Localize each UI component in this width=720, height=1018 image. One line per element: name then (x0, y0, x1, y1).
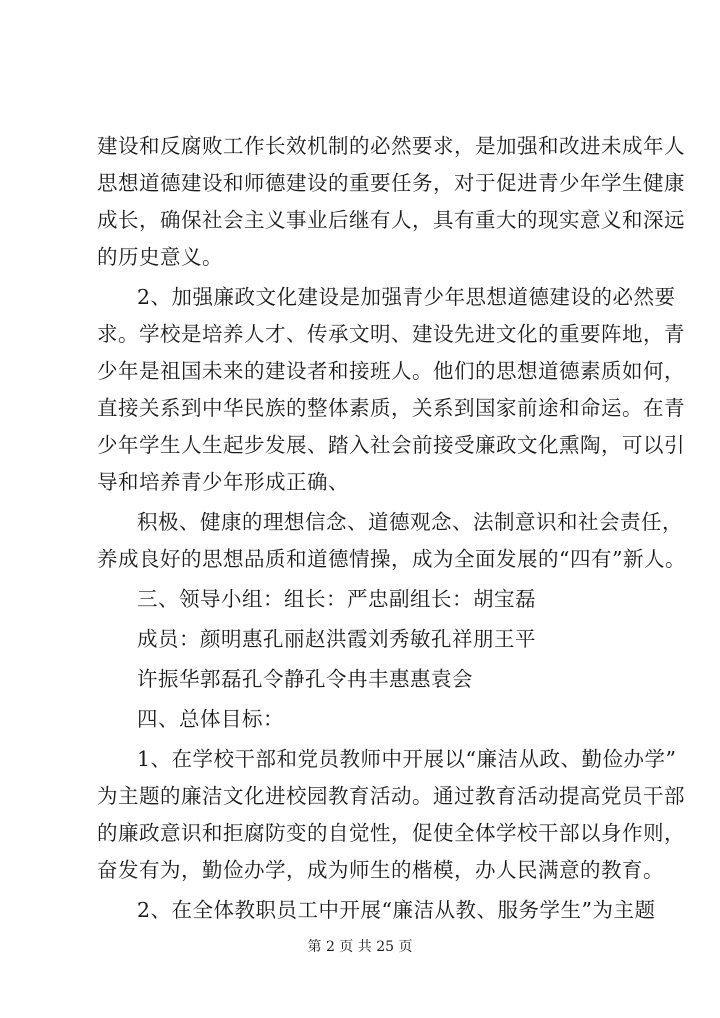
section-heading-goals: 四、总体目标： (137, 707, 284, 731)
paragraph-line: 积极、健康的理想信念、道德观念、法制意识和社会责任， (137, 510, 683, 534)
paragraph-line: 1、在学校干部和党员教师中开展以“廉洁从政、勤俭办学” (137, 747, 677, 771)
paragraph-line: 为主题的廉洁文化进校园教育活动。通过教育活动提高党员干部 (97, 784, 685, 808)
section-heading-leadership: 三、领导小组：组长：严忠副组长：胡宝磊 (137, 587, 536, 611)
paragraph-line: 求。学校是培养人才、传承文明、建设先进文化的重要阵地，青 (97, 322, 685, 346)
paragraph-line: 导和培养青少年形成正确、 (97, 470, 349, 494)
paragraph-line: 2、在全体教职员工中开展“廉洁从教、服务学生”为主题 (137, 898, 656, 922)
paragraph-line: 的廉政意识和拒腐防变的自觉性，促使全体学校干部以身作则， (97, 821, 685, 845)
paragraph-line: 养成良好的思想品质和道德情操，成为全面发展的“四有”新人。 (97, 547, 686, 571)
members-line: 成员：颜明惠孔丽赵洪霞刘秀敏孔祥朋王平 (137, 627, 536, 651)
paragraph-line: 成长，确保社会主义事业后继有人，具有重大的现实意义和深远 (97, 208, 685, 232)
paragraph-line: 建设和反腐败工作长效机制的必然要求，是加强和改进未成年人 (97, 134, 685, 158)
members-line: 许振华郭磊孔令静孔令冉丰惠惠袁会 (137, 667, 473, 691)
paragraph-line: 少年是祖国未来的建设者和接班人。他们的思想道德素质如何， (97, 359, 685, 383)
paragraph-line: 思想道德建设和师德建设的重要任务，对于促进青少年学生健康 (97, 171, 685, 195)
paragraph-line: 的历史意义。 (97, 245, 223, 269)
paragraph-line: 直接关系到中华民族的整体素质，关系到国家前途和命运。在青 (97, 396, 685, 420)
paragraph-line: 少年学生人生起步发展、踏入社会前接受廉政文化熏陶，可以引 (97, 433, 685, 457)
paragraph-line: 2、加强廉政文化建设是加强青少年思想道德建设的必然要 (137, 285, 676, 309)
page-number-footer: 第 2 页 共 25 页 (307, 939, 413, 955)
paragraph-line: 奋发有为，勤俭办学，成为师生的楷模，办人民满意的教育。 (97, 858, 664, 882)
